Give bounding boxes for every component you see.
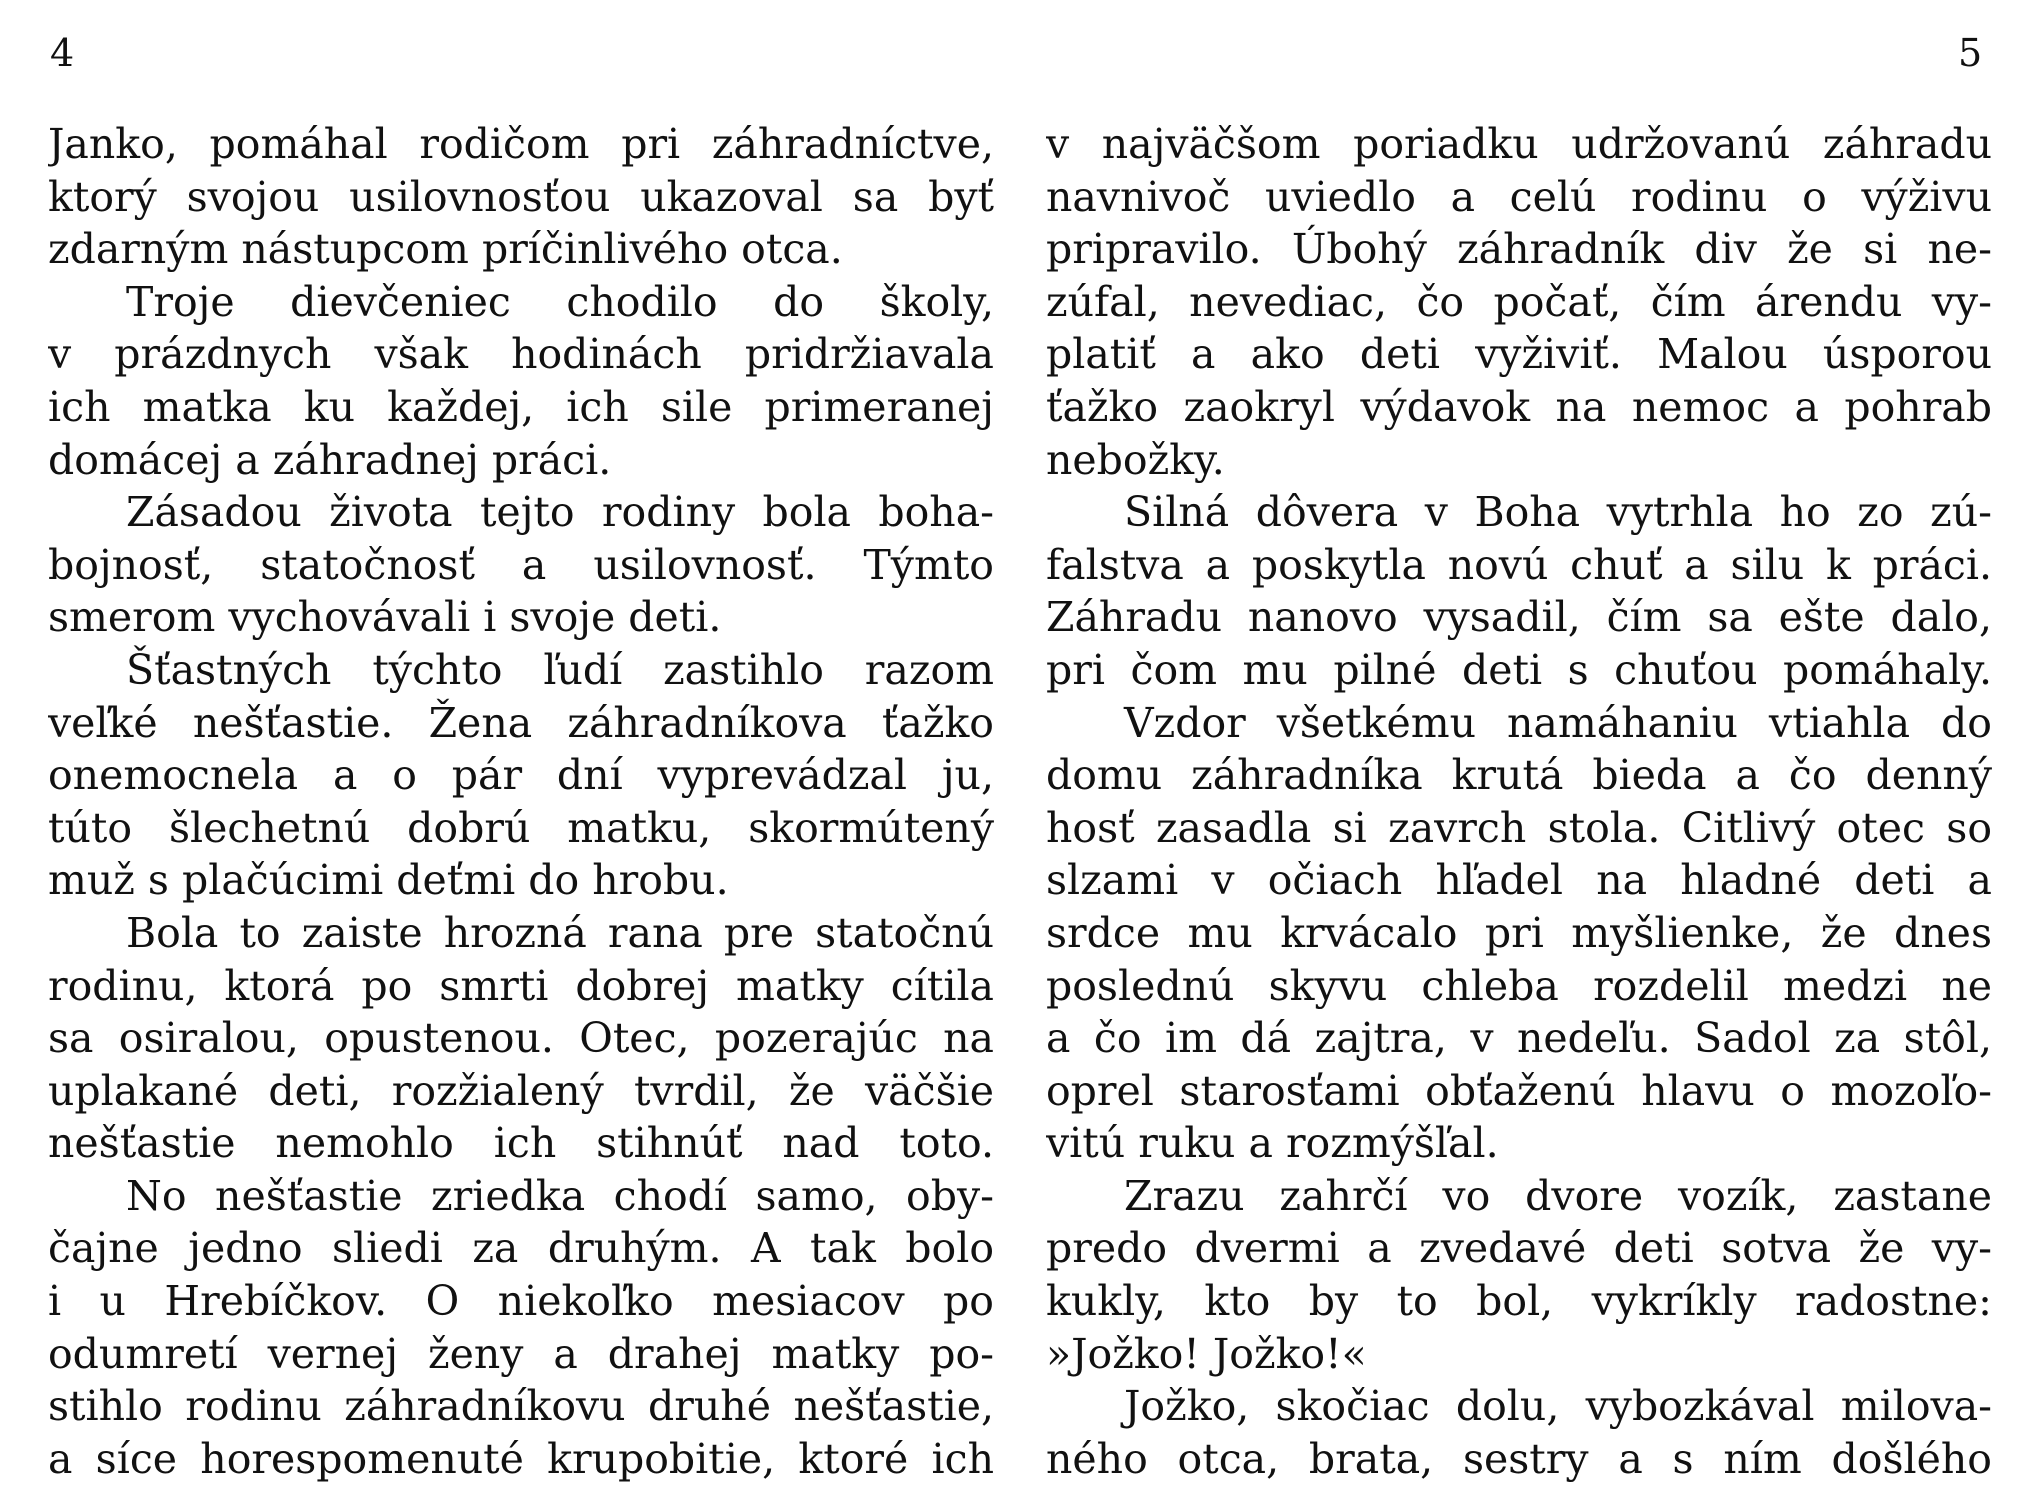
text-line: ného otca, brata, sestry a s ním došlého [1046,1434,1992,1483]
text-line: veľké nešťastie. Žena záhradníkova ťažko [48,698,994,747]
text-line: Šťastných týchto ľudí zastihlo razom [126,645,994,694]
text-line: uplakané deti, rozžialený tvrdil, že väčšie [48,1066,994,1115]
text-line: sa osiralou, opustenou. Otec, pozerajúc na [48,1014,994,1063]
text-line: zúfal, nevediac, čo počať, čím árendu vy- [1046,277,1992,326]
text-line: No nešťastie zriedka chodí samo, oby- [126,1171,994,1220]
text-line: predo dvermi a zvedavé deti sotva že vy- [1046,1224,1992,1273]
text-line: slzami v očiach hľadel na hladné deti a [1046,856,1992,905]
text-line: Vzdor všetkému namáhaniu vtiahla do [1124,698,1992,747]
text-line: Silná dôvera v Boha vytrhla ho zo zú- [1124,488,1992,537]
text-line: smerom vychovávali i svoje deti. [48,593,722,642]
text-line: navnivoč uviedlo a celú rodinu o výživu [1046,172,1992,221]
text-line: a čo im dá zajtra, v nedeľu. Sadol za stôl, [1046,1014,1992,1063]
page-number-right: 5 [1958,31,1983,75]
text-line: Zásadou života tejto rodiny bola boha- [126,488,994,537]
text-line: nešťastie nemohlo ich stihnúť nad toto. [48,1119,994,1168]
text-line: falstva a poskytla novú chuť a silu k práci. [1046,540,1992,589]
text-line: nebožky. [1046,435,1225,484]
text-line: v prázdnych však hodinách pridržiavala [48,330,994,379]
text-column-right [1046,118,1992,1485]
text-line: v najväčšom poriadku udržovanú záhradu [1046,120,1992,168]
text-line: Záhradu nanovo vysadil, čím sa ešte dalo, [1046,593,1992,642]
text-line: Janko, pomáhal rodičom pri záhradníctve, [48,120,994,168]
text-line: srdce mu krvácalo pri myšlienke, že dnes [1046,908,1992,957]
text-line: hosť zasadla si zavrch stola. Citlivý otec so [1046,803,1992,852]
text-line: i u Hrebíčkov. O niekoľko mesiacov po [48,1277,994,1326]
text-line: »Jožko! Jožko!« [1046,1329,1367,1378]
text-line: platiť a ako deti vyživiť. Malou úsporou [1046,330,1992,379]
text-line: Bola to zaiste hrozná rana pre statočnú [126,908,994,957]
text-line: túto šlechetnú dobrú matku, skormútený [48,803,994,852]
text-line: kukly, kto by to bol, vykríkly radostne: [1046,1277,1992,1326]
text-line: ich matka ku každej, ich sile primeranej [48,382,994,431]
text-line: zdarným nástupcom príčinlivého otca. [48,225,843,274]
text-line: ťažko zaokryl výdavok na nemoc a pohrab [1046,382,1992,431]
text-line: onemocnela a o pár dní vyprevádzal ju, [48,751,994,800]
text-line: stihlo rodinu záhradníkovu druhé nešťastie, [48,1382,994,1431]
text-line: poslednú skyvu chleba rozdelil medzi ne [1046,961,1992,1010]
text-column-left [48,118,994,1485]
text-line: domu záhradníka krutá bieda a čo denný [1046,751,1992,800]
text-line: čajne jedno sliedi za druhým. A tak bolo [48,1224,994,1273]
text-line: Zrazu zahrčí vo dvore vozík, zastane [1124,1171,1992,1220]
text-line: pri čom mu pilné deti s chuťou pomáhaly. [1046,645,1992,694]
text-line: domácej a záhradnej práci. [48,435,612,484]
text-line: muž s plačúcimi deťmi do hrobu. [48,856,729,905]
text-line: bojnosť, statočnosť a usilovnosť. Týmto [48,540,994,589]
text-line: odumretí vernej ženy a drahej matky po- [48,1329,994,1378]
text-line: Troje dievčeniec chodilo do školy, [126,277,994,326]
text-line: rodinu, ktorá po smrti dobrej matky cítila [48,961,994,1010]
text-line: pripravilo. Úbohý záhradník div že si ne- [1046,225,1992,274]
text-line: a síce horespomenuté krupobitie, ktoré ich [48,1434,994,1483]
text-line: ktorý svojou usilovnosťou ukazoval sa byť [48,172,994,221]
text-line: vitú ruku a rozmýšľal. [1046,1119,1499,1168]
text-line: Jožko, skočiac dolu, vybozkával milova- [1124,1382,1992,1431]
text-line: oprel starosťami obťaženú hlavu o mozoľo- [1046,1066,1992,1115]
page-number-left: 4 [50,31,75,75]
